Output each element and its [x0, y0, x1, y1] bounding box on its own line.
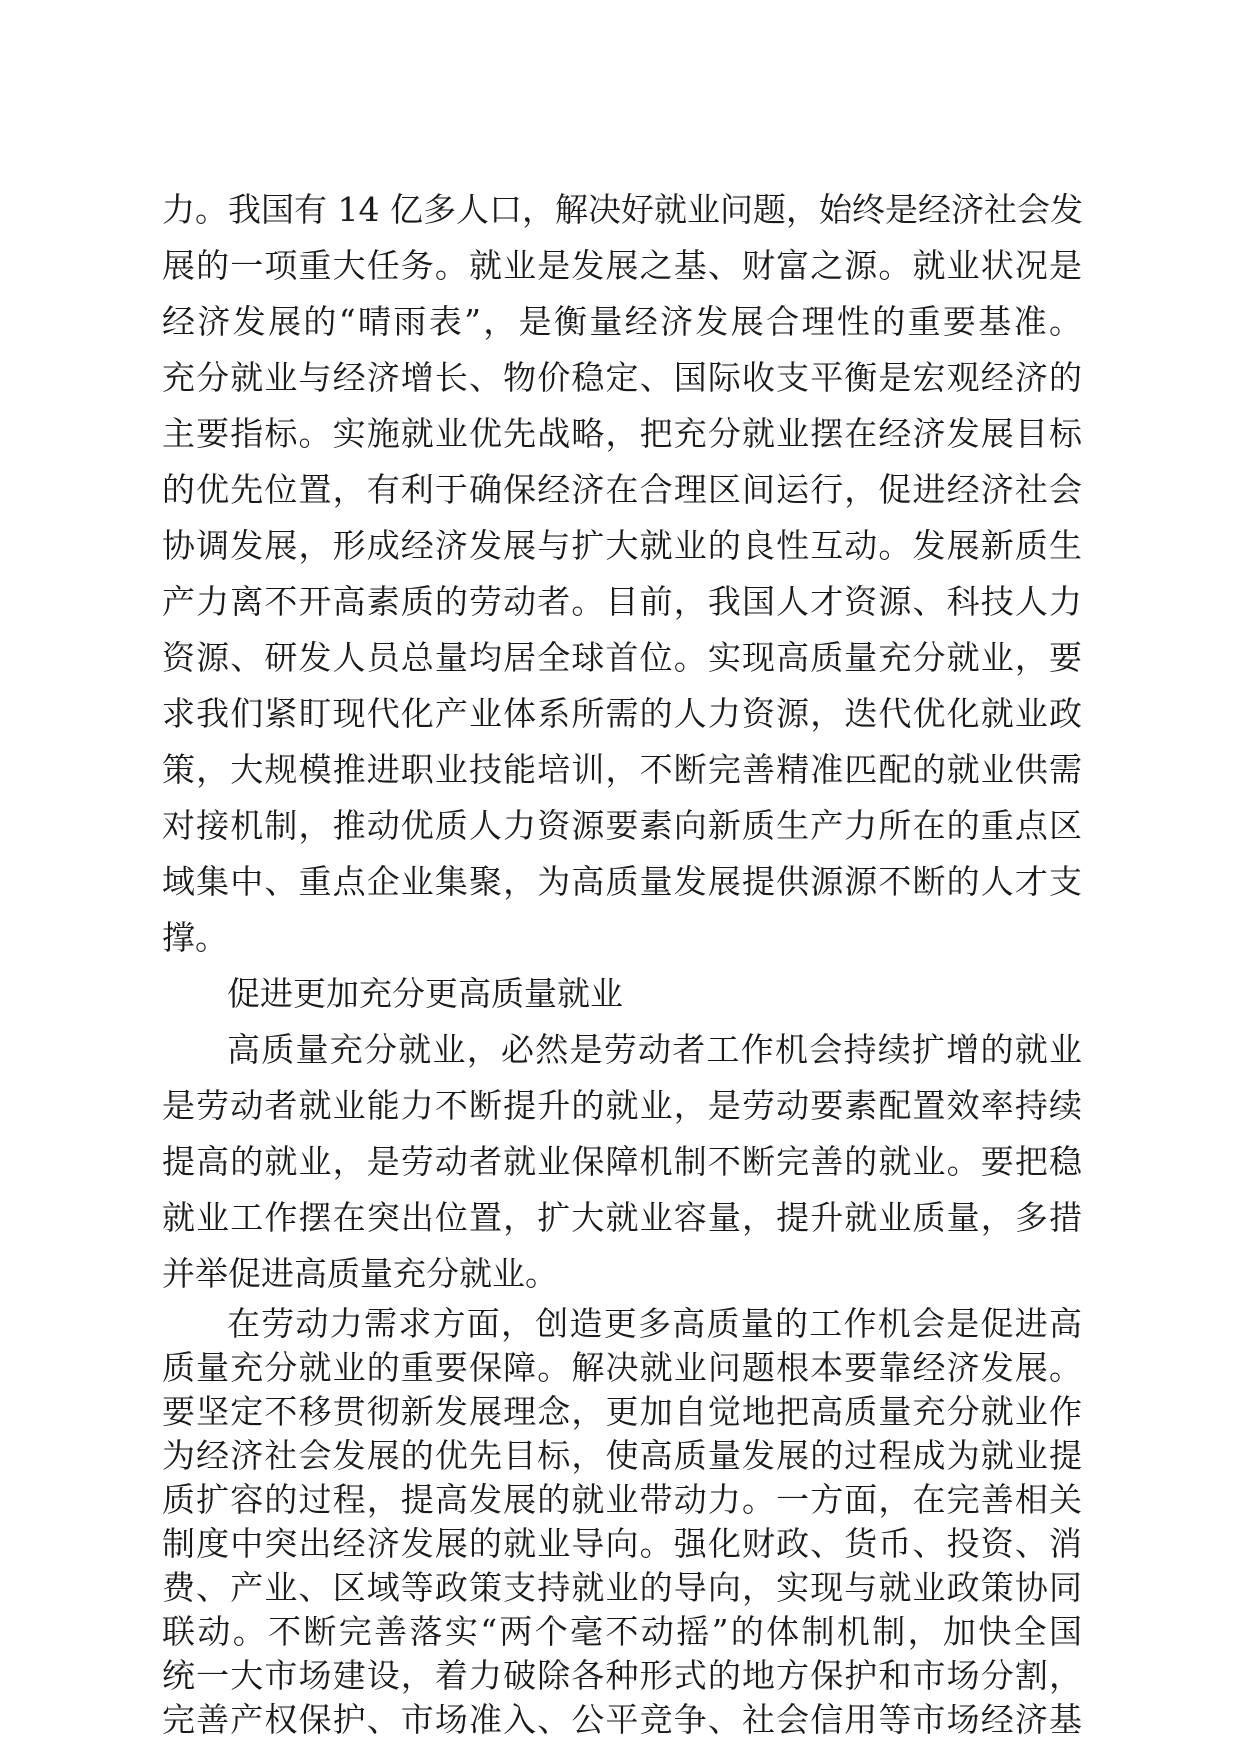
text-line: 域集中、重点企业集聚，为高质量发展提供源源不断的人才支 [162, 862, 1082, 901]
text-line: 产力离不开高素质的劳动者。目前，我国人才资源、科技人力 [162, 582, 1082, 621]
text-line: 求我们紧盯现代化产业体系所需的人力资源，迭代优化就业政 [162, 694, 1082, 733]
text-line: 为经济社会发展的优先目标，使高质量发展的过程成为就业提 [162, 1436, 1082, 1475]
text-line: 要坚定不移贯彻新发展理念，更加自觉地把高质量充分就业作 [162, 1392, 1082, 1431]
text-line: 就业工作摆在突出位置，扩大就业容量，提升就业质量，多措 [162, 1198, 1082, 1237]
text-line: 并举促进高质量充分就业。 [162, 1254, 558, 1293]
text-line: 是劳动者就业能力不断提升的就业，是劳动要素配置效率持续 [162, 1086, 1082, 1125]
text-line: 质量充分就业的重要保障。解决就业问题根本要靠经济发展。 [162, 1348, 1082, 1387]
text-line: 完善产权保护、市场准入、公平竞争、社会信用等市场经济基 [162, 1700, 1082, 1739]
text-line: 高质量充分就业，必然是劳动者工作机会持续扩增的就业 [227, 1030, 1082, 1069]
text-line: 质扩容的过程，提高发展的就业带动力。一方面，在完善相关 [162, 1480, 1082, 1519]
text-line: 展的一项重大任务。就业是发展之基、财富之源。就业状况是 [162, 246, 1082, 285]
text-line: 联动。不断完善落实“两个毫不动摇”的体制机制，加快全国 [162, 1612, 1082, 1651]
text-line: 力。我国有 14 亿多人口，解决好就业问题，始终是经济社会发 [162, 190, 1083, 229]
text-line: 的优先位置，有利于确保经济在合理区间运行，促进经济社会 [162, 470, 1082, 509]
text-line: 主要指标。实施就业优先战略，把充分就业摆在经济发展目标 [162, 414, 1082, 453]
section-heading: 促进更加充分更高质量就业 [227, 974, 623, 1013]
text-line: 费、产业、区域等政策支持就业的导向，实现与就业政策协同 [162, 1568, 1082, 1607]
text-line: 协调发展，形成经济发展与扩大就业的良性互动。发展新质生 [162, 526, 1082, 565]
text-line: 在劳动力需求方面，创造更多高质量的工作机会是促进高 [227, 1304, 1082, 1343]
text-line: 对接机制，推动优质人力资源要素向新质生产力所在的重点区 [162, 806, 1082, 845]
text-line: 充分就业与经济增长、物价稳定、国际收支平衡是宏观经济的 [162, 358, 1082, 397]
text-line: 撑。 [162, 918, 228, 957]
text-line: 提高的就业，是劳动者就业保障机制不断完善的就业。要把稳 [162, 1142, 1082, 1181]
text-line: 资源、研发人员总量均居全球首位。实现高质量充分就业，要 [162, 638, 1082, 677]
text-line: 制度中突出经济发展的就业导向。强化财政、货币、投资、消 [162, 1524, 1082, 1563]
text-line: 策，大规模推进职业技能培训，不断完善精准匹配的就业供需 [162, 750, 1082, 789]
text-line: 统一大市场建设，着力破除各种形式的地方保护和市场分割， [162, 1656, 1082, 1695]
text-line: 经济发展的“晴雨表”，是衡量经济发展合理性的重要基准。 [162, 302, 1082, 341]
